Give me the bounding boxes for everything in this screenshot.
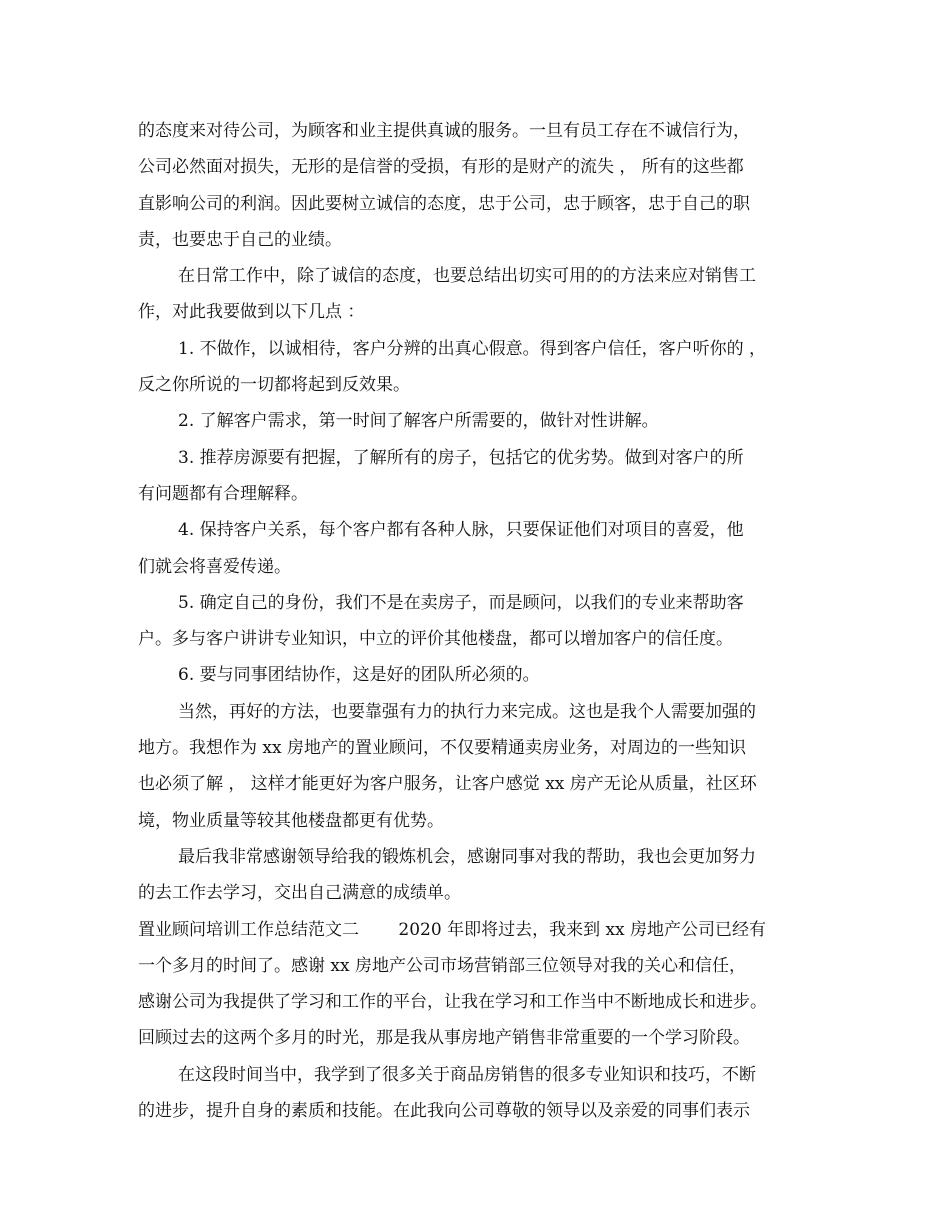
text-line: 也必须了解 ， 这样才能更好为客户服务，让客户感觉 xx 房产无论从质量，社区环 [138, 774, 757, 795]
list-item-3-line: 3. 推荐房源要有把握，了解所有的房子，包括它的优劣势。做到对客户的所 [178, 447, 744, 468]
text-line: 的去工作去学习，交出自己满意的成绩单。 [138, 883, 461, 904]
text-line: 地方。我想作为 xx 房地产的置业顾问，不仅要精通卖房业务，对周边的一些知识 [138, 738, 746, 759]
paragraph-start-line: 在这段时间当中，我学到了很多关于商品房销售的很多专业知识和技巧，不断 [178, 1064, 756, 1085]
text-line: 境，物业质量等较其他楼盘都更有优势。 [138, 810, 444, 831]
list-item-6-line: 6. 要与同事团结协作，这是好的团队所必须的。 [178, 665, 540, 686]
paragraph-start-line: 当然，再好的方法，也要靠强有力的执行力来完成。这也是我个人需要加强的 [178, 701, 756, 722]
document-body [138, 113, 818, 1129]
text-line: 感谢公司为我提供了学习和工作的平台，让我在学习和工作当中不断地成长和进步。 [138, 992, 767, 1013]
list-item-2-line: 2. 了解客户需求，第一时间了解客户所需要的，做针对性讲解。 [178, 411, 659, 432]
text-line: 反之你所说的一切都将起到反效果。 [138, 375, 410, 396]
list-item-5-line: 5. 确定自己的身份，我们不是在卖房子，而是顾问，以我们的专业来帮助客 [178, 592, 744, 613]
text-line: 直影响公司的利润。因此要树立诚信的态度，忠于公司，忠于顾客，忠于自己的职 [138, 193, 750, 214]
paragraph-start-line: 在日常工作中，除了诚信的态度，也要总结出切实可用的的方法来应对销售工 [178, 266, 756, 287]
list-item-1-line: 1. 不做作，以诚相待，客户分辨的出真心假意。得到客户信任，客户听你的 ， [178, 338, 767, 359]
text-line: 回顾过去的这两个多月的时光，那是我从事房地产销售非常重要的一个学习阶段。 [138, 1028, 750, 1049]
text-line: 有问题都有合理解释。 [138, 483, 308, 504]
text-line: 一个多月的时间了。感谢 xx 房地产公司市场营销部三位领导对我的关心和信任， [138, 955, 746, 976]
text-line: 作，对此我要做到以下几点 ： [138, 302, 365, 323]
text-line: 们就会将喜爱传递。 [138, 556, 291, 577]
section-heading-line: 置业顾问培训工作总结范文二 2020 年即将过去，我来到 xx 房地产公司已经有 [138, 919, 767, 940]
text-line: 责，也要忠于自己的业绩。 [138, 229, 342, 250]
text-line: 户。多与客户讲讲专业知识，中立的评价其他楼盘，都可以增加客户的信任度。 [138, 629, 733, 650]
list-item-4-line: 4. 保持客户关系，每个客户都有各种人脉，只要保证他们对项目的喜爱，他 [178, 520, 744, 541]
paragraph-start-line: 最后我非常感谢领导给我的锻炼机会，感谢同事对我的帮助，我也会更加努力 [178, 846, 756, 867]
text-line: 的态度来对待公司，为顾客和业主提供真诚的服务。一旦有员工存在不诚信行为， [138, 121, 750, 141]
text-line: 公司必然面对损失，无形的是信誉的受损，有形的是财产的流失 ， 所有的这些都 [138, 157, 744, 178]
text-line: 的进步，提升自身的素质和技能。在此我向公司尊敬的领导以及亲爱的同事们表示 [138, 1101, 750, 1122]
